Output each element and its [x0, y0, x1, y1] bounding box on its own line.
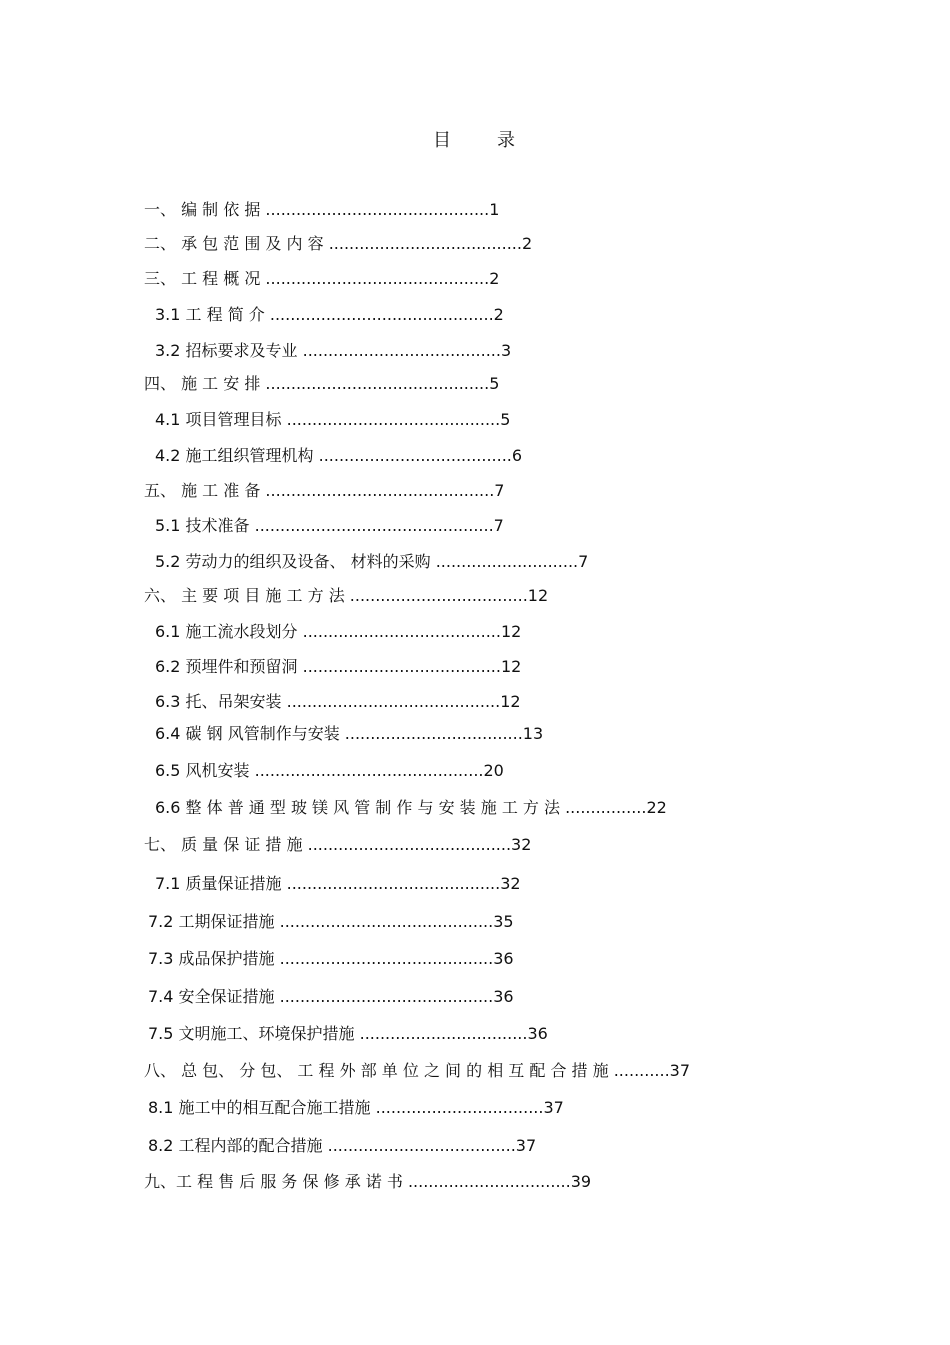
- toc-entry-6-1[interactable]: 6.1 施工流水段划分 .......................................12: [155, 622, 522, 641]
- toc-entry-3-1[interactable]: 3.1 工 程 简 介 ............................................2: [155, 305, 504, 324]
- toc-entry-7-2[interactable]: 7.2 工期保证措施 ..........................................35: [148, 912, 514, 931]
- toc-entry-6[interactable]: 六、 主 要 项 目 施 工 方 法 ...................................12: [144, 586, 549, 605]
- toc-entry-4-2[interactable]: 4.2 施工组织管理机构 ......................................6: [155, 446, 523, 465]
- toc-entry-8-1[interactable]: 8.1 施工中的相互配合施工措施 .................................37: [148, 1098, 564, 1117]
- toc-entry-8-2[interactable]: 8.2 工程内部的配合措施 .....................................37: [148, 1136, 537, 1155]
- toc-entry-6-3[interactable]: 6.3 托、吊架安装 ..........................................12: [155, 692, 521, 711]
- toc-entry-4[interactable]: 四、 施 工 安 排 ............................................5: [144, 374, 500, 393]
- toc-entry-7-3[interactable]: 7.3 成品保护措施 ..........................................36: [148, 949, 514, 968]
- toc-entry-6-6[interactable]: 6.6 整 体 普 通 型 玻 镁 风 管 制 作 与 安 装 施 工 方 法 ................22: [155, 798, 667, 817]
- title-char-2: 录: [497, 130, 517, 151]
- toc-entry-5-2[interactable]: 5.2 劳动力的组织及设备、 材料的采购 ............................7: [155, 552, 589, 571]
- toc-entry-7-4[interactable]: 7.4 安全保证措施 ..........................................36: [148, 987, 514, 1006]
- toc-entry-6-4[interactable]: 6.4 碳 钢 风管制作与安装 ...................................13: [155, 724, 544, 743]
- toc-entry-6-5[interactable]: 6.5 风机安装 .............................................20: [155, 761, 504, 780]
- toc-entry-3[interactable]: 三、 工 程 概 况 ............................................2: [144, 269, 500, 288]
- toc-entry-3-2[interactable]: 3.2 招标要求及专业 .......................................3: [155, 341, 512, 360]
- toc-entry-4-1[interactable]: 4.1 项目管理目标 ..........................................5: [155, 410, 511, 429]
- toc-entry-5[interactable]: 五、 施 工 准 备 .............................................7: [144, 481, 505, 500]
- toc-entry-7[interactable]: 七、 质 量 保 证 措 施 ........................................32: [144, 835, 532, 854]
- toc-entry-7-1[interactable]: 7.1 质量保证措施 ..........................................32: [155, 874, 521, 893]
- toc-entry-2[interactable]: 二、 承 包 范 围 及 内 容 ......................................2: [144, 234, 533, 253]
- toc-entry-6-2[interactable]: 6.2 预埋件和预留洞 .......................................12: [155, 657, 522, 676]
- toc-entry-8[interactable]: 八、 总 包、 分 包、 工 程 外 部 单 位 之 间 的 相 互 配 合 措 施 ...........37: [144, 1061, 691, 1080]
- toc-entry-7-5[interactable]: 7.5 文明施工、环境保护措施 .................................36: [148, 1024, 548, 1043]
- toc-entry-9[interactable]: 九、工 程 售 后 服 务 保 修 承 诺 书 ................................39: [144, 1172, 592, 1191]
- toc-entry-5-1[interactable]: 5.1 技术准备 ...............................................7: [155, 516, 504, 535]
- toc-entry-1[interactable]: 一、 编 制 依 据 ............................................1: [144, 200, 500, 219]
- title-char-1: 目: [433, 130, 453, 151]
